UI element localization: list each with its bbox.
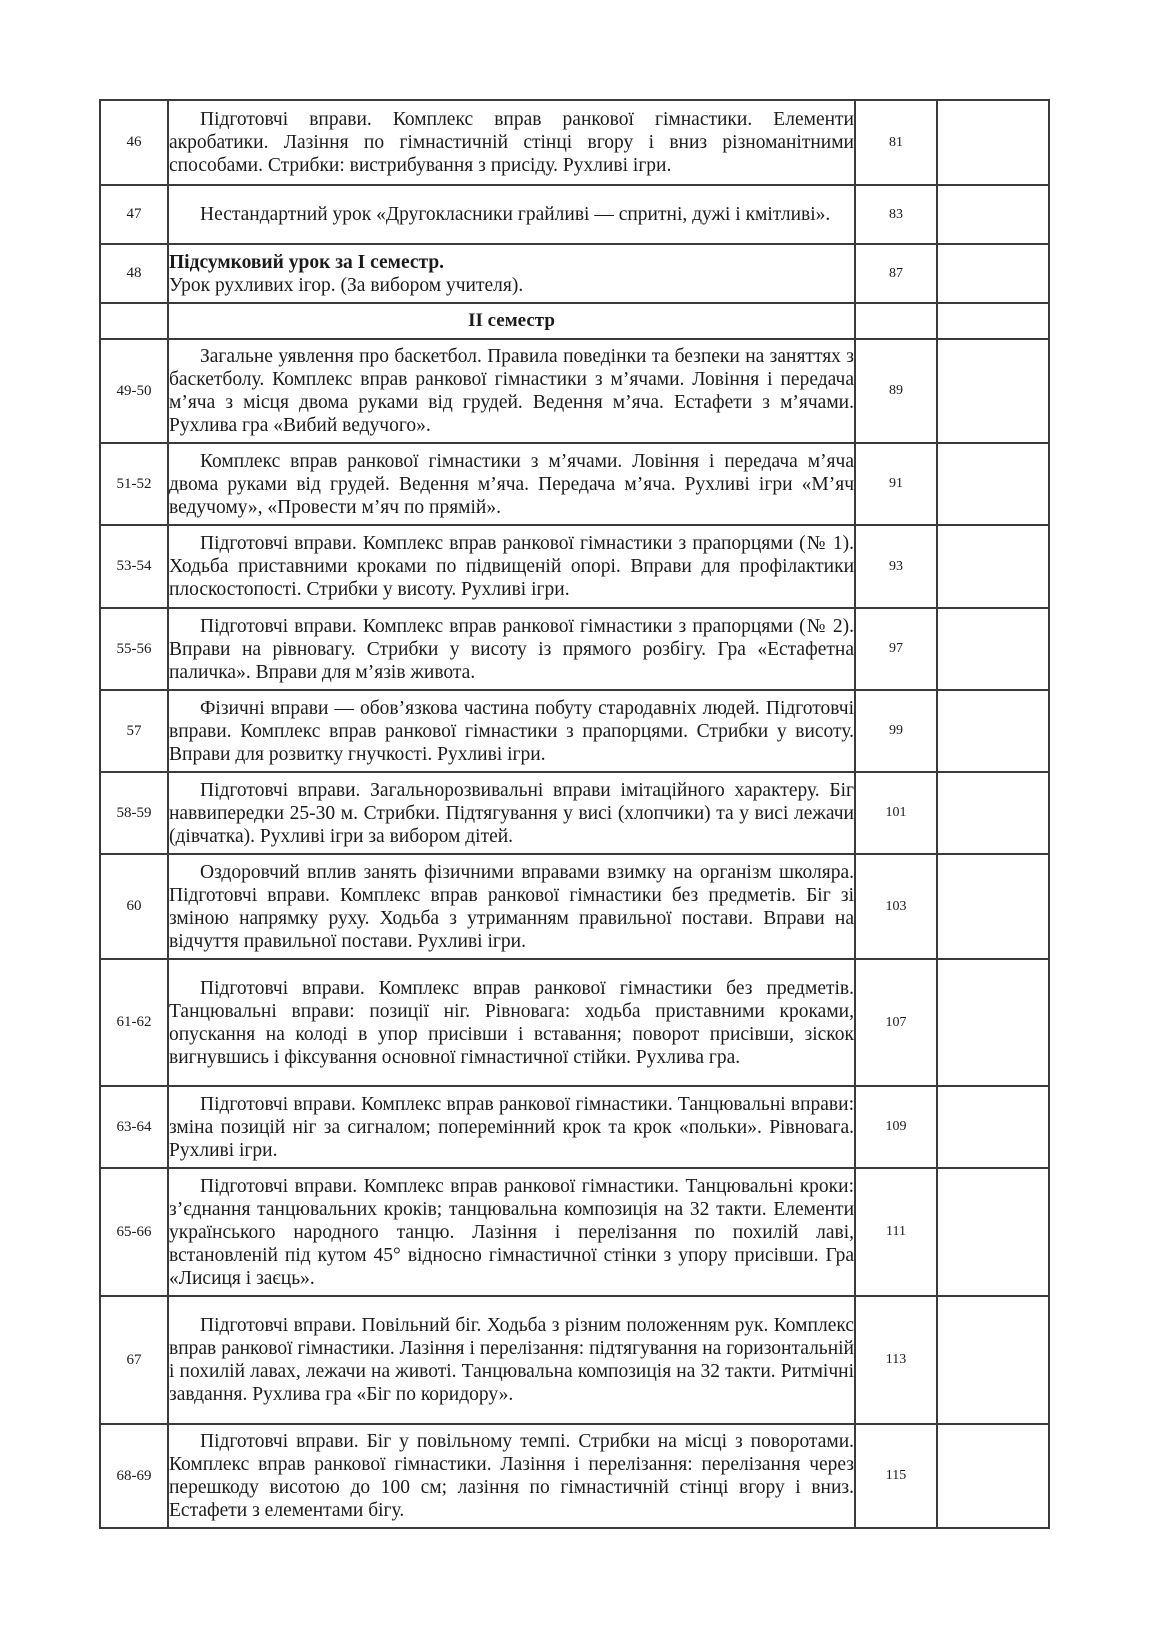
page-number: 109 (855, 1086, 937, 1168)
table-row (100, 1296, 1049, 1424)
lesson-topic: Підготовчі вправи. Комплекс вправ ранкової гімнастики з прапорцями (№ 1). Ходьба приставними кроками по підвищеній опорі. Вправи для профілактики плоскостопості. Стрибки у висоту. Рухливі ігри. (168, 525, 855, 608)
page-number: 83 (855, 185, 937, 244)
lesson-topic: Підготовчі вправи. Біг у повільному темпі. Стрибки на місці з поворотами. Комплекс вправ ранкової гімнастики. Лазіння і перелізання: перелізання через перешкоду висотою до 100 см; лазіння по гімнастичній стінці вгору і вниз. Естафети з елементами бігу. (168, 1424, 855, 1528)
lesson-topic: Підготовчі вправи. Комплекс вправ ранкової гімнастики. Танцювальні кроки: з’єднання танцювальних кроків; танцювальна композиція на 32 такти. Елементи українського народного танцю. Лазіння і перелізання по похилій лаві, встановленій під кутом 45° відносно гімнастичної стінки з упору присівши. Гра «Лисиця і заєць». (168, 1168, 855, 1296)
notes-cell (937, 185, 1049, 244)
empty-cell (855, 303, 937, 339)
page-number: 113 (855, 1296, 937, 1424)
empty-cell (937, 303, 1049, 339)
table-row (100, 1424, 1049, 1528)
page-number: 89 (855, 339, 937, 443)
notes-cell (937, 244, 1049, 303)
table-row (100, 1168, 1049, 1296)
lesson-topic-heading: Підсумковий урок за І семестр. (169, 251, 445, 273)
notes-cell (937, 959, 1049, 1086)
lesson-number: 48 (100, 244, 168, 303)
notes-cell (937, 339, 1049, 443)
lesson-number: 60 (100, 854, 168, 959)
lesson-number: 61-62 (100, 959, 168, 1086)
lesson-topic: Підготовчі вправи. Комплекс вправ ранкової гімнастики без предметів. Танцювальні вправи: позиції ніг. Рівновага: ходьба приставними кроками, опускання на колоді в упор присівши і вставання; поворот присівши, зіскок вигнувшись і фіксування основної гімнастичної стійки. Рухлива гра. (168, 959, 855, 1086)
lesson-number: 55-56 (100, 608, 168, 690)
page-number: 91 (855, 443, 937, 525)
page-number: 115 (855, 1424, 937, 1528)
table-row (100, 339, 1049, 443)
page-number: 111 (855, 1168, 937, 1296)
lesson-number: 57 (100, 690, 168, 772)
lesson-topic: Підготовчі вправи. Комплекс вправ ранкової гімнастики з прапорцями (№ 2). Вправи на рівновагу. Стрибки у висоту із прямого розбігу. Гра «Естафетна паличка». Вправи для м’язів живота. (168, 608, 855, 690)
page-number: 97 (855, 608, 937, 690)
page-number: 99 (855, 690, 937, 772)
lesson-number: 67 (100, 1296, 168, 1424)
lesson-topic: Підготовчі вправи. Загальнорозвивальні вправи імітаційного характеру. Біг наввипередки 25-30 м. Стрибки. Підтягування у висі (хлопчики) та у висі лежачи (дівчатка). Рухливі ігри за вибором дітей. (168, 772, 855, 854)
page-number: 93 (855, 525, 937, 608)
section-row (100, 303, 1049, 339)
notes-cell (937, 690, 1049, 772)
page-number: 81 (855, 100, 937, 185)
notes-cell (937, 854, 1049, 959)
lesson-topic: Підготовчі вправи. Комплекс вправ ранкової гімнастики. Елементи акробатики. Лазіння по гімнастичній стінці вгору і вниз різноманітними способами. Стрибки: вистрибування з присіду. Рухливі ігри. (168, 100, 855, 185)
notes-cell (937, 1168, 1049, 1296)
table-row (100, 100, 1049, 185)
table-row (100, 854, 1049, 959)
notes-cell (937, 100, 1049, 185)
table-row (100, 772, 1049, 854)
lesson-topic: Загальне уявлення про баскетбол. Правила поведінки та безпеки на заняттях з баскетболу. Комплекс вправ ранкової гімнастики з м’ячами. Ловіння і передача м’яча з місця двома руками від грудей. Ведення м’яча. Естафети з м’ячами. Рухлива гра «Вибий ведучого». (168, 339, 855, 443)
notes-cell (937, 608, 1049, 690)
page-number: 107 (855, 959, 937, 1086)
notes-cell (937, 525, 1049, 608)
lesson-topic: Підготовчі вправи. Комплекс вправ ранкової гімнастики. Танцювальні вправи: зміна позицій ніг за сигналом; поперемінний крок та крок «польки». Рівновага. Рухливі ігри. (168, 1086, 855, 1168)
table-row (100, 185, 1049, 244)
lesson-topic: Підготовчі вправи. Повільний біг. Ходьба з різним положенням рук. Комплекс вправ ранкової гімнастики. Лазіння і перелізання: підтягування на горизонтальній і похилій лавах, лежачи на животі. Танцювальна композиція на 32 такти. Ритмічні завдання. Рухлива гра «Біг по коридору». (168, 1296, 855, 1424)
lesson-number: 65-66 (100, 1168, 168, 1296)
lesson-number: 49-50 (100, 339, 168, 443)
notes-cell (937, 1086, 1049, 1168)
lesson-topic-text: Урок рухливих ігор. (За вибором учителя). (169, 274, 524, 296)
lesson-number: 68-69 (100, 1424, 168, 1528)
page-number: 101 (855, 772, 937, 854)
table-row (100, 959, 1049, 1086)
lesson-topic: Комплекс вправ ранкової гімнастики з м’ячами. Ловіння і передача м’яча двома руками від грудей. Ведення м’яча. Передача м’яча. Рухливі ігри «М’яч ведучому», «Провести м’яч по прямій». (168, 443, 855, 525)
page-number: 103 (855, 854, 937, 959)
lesson-number: 58-59 (100, 772, 168, 854)
lesson-topic: Нестандартний урок «Другокласники грайливі — спритні, дужі і кмітливі». (168, 185, 855, 244)
table-row (100, 443, 1049, 525)
empty-cell (100, 303, 168, 339)
lesson-number: 47 (100, 185, 168, 244)
lesson-number: 53-54 (100, 525, 168, 608)
table-row (100, 690, 1049, 772)
semester-heading: ІІ семестр (168, 303, 855, 339)
lesson-number: 63-64 (100, 1086, 168, 1168)
notes-cell (937, 1424, 1049, 1528)
table-row (100, 525, 1049, 608)
table-row (100, 1086, 1049, 1168)
table-row (100, 608, 1049, 690)
page-number: 87 (855, 244, 937, 303)
table-row (100, 244, 1049, 303)
lesson-topic: Оздоровчий вплив занять фізичними вправами взимку на організм школяра. Підготовчі вправи. Комплекс вправ ранкової гімнастики без предметів. Біг зі зміною напрямку руху. Ходьба з утриманням правильної постави. Вправи на відчуття правильної постави. Рухливі ігри. (168, 854, 855, 959)
lesson-topic (168, 244, 855, 303)
lesson-topic: Фізичні вправи — обов’язкова частина побуту стародавніх людей. Підготовчі вправи. Комплекс вправ ранкової гімнастики з прапорцями. Стрибки у висоту. Вправи для розвитку гнучкості. Рухливі ігри. (168, 690, 855, 772)
notes-cell (937, 772, 1049, 854)
lesson-plan-table (99, 99, 1050, 1529)
lesson-number: 51-52 (100, 443, 168, 525)
notes-cell (937, 1296, 1049, 1424)
lesson-number: 46 (100, 100, 168, 185)
notes-cell (937, 443, 1049, 525)
